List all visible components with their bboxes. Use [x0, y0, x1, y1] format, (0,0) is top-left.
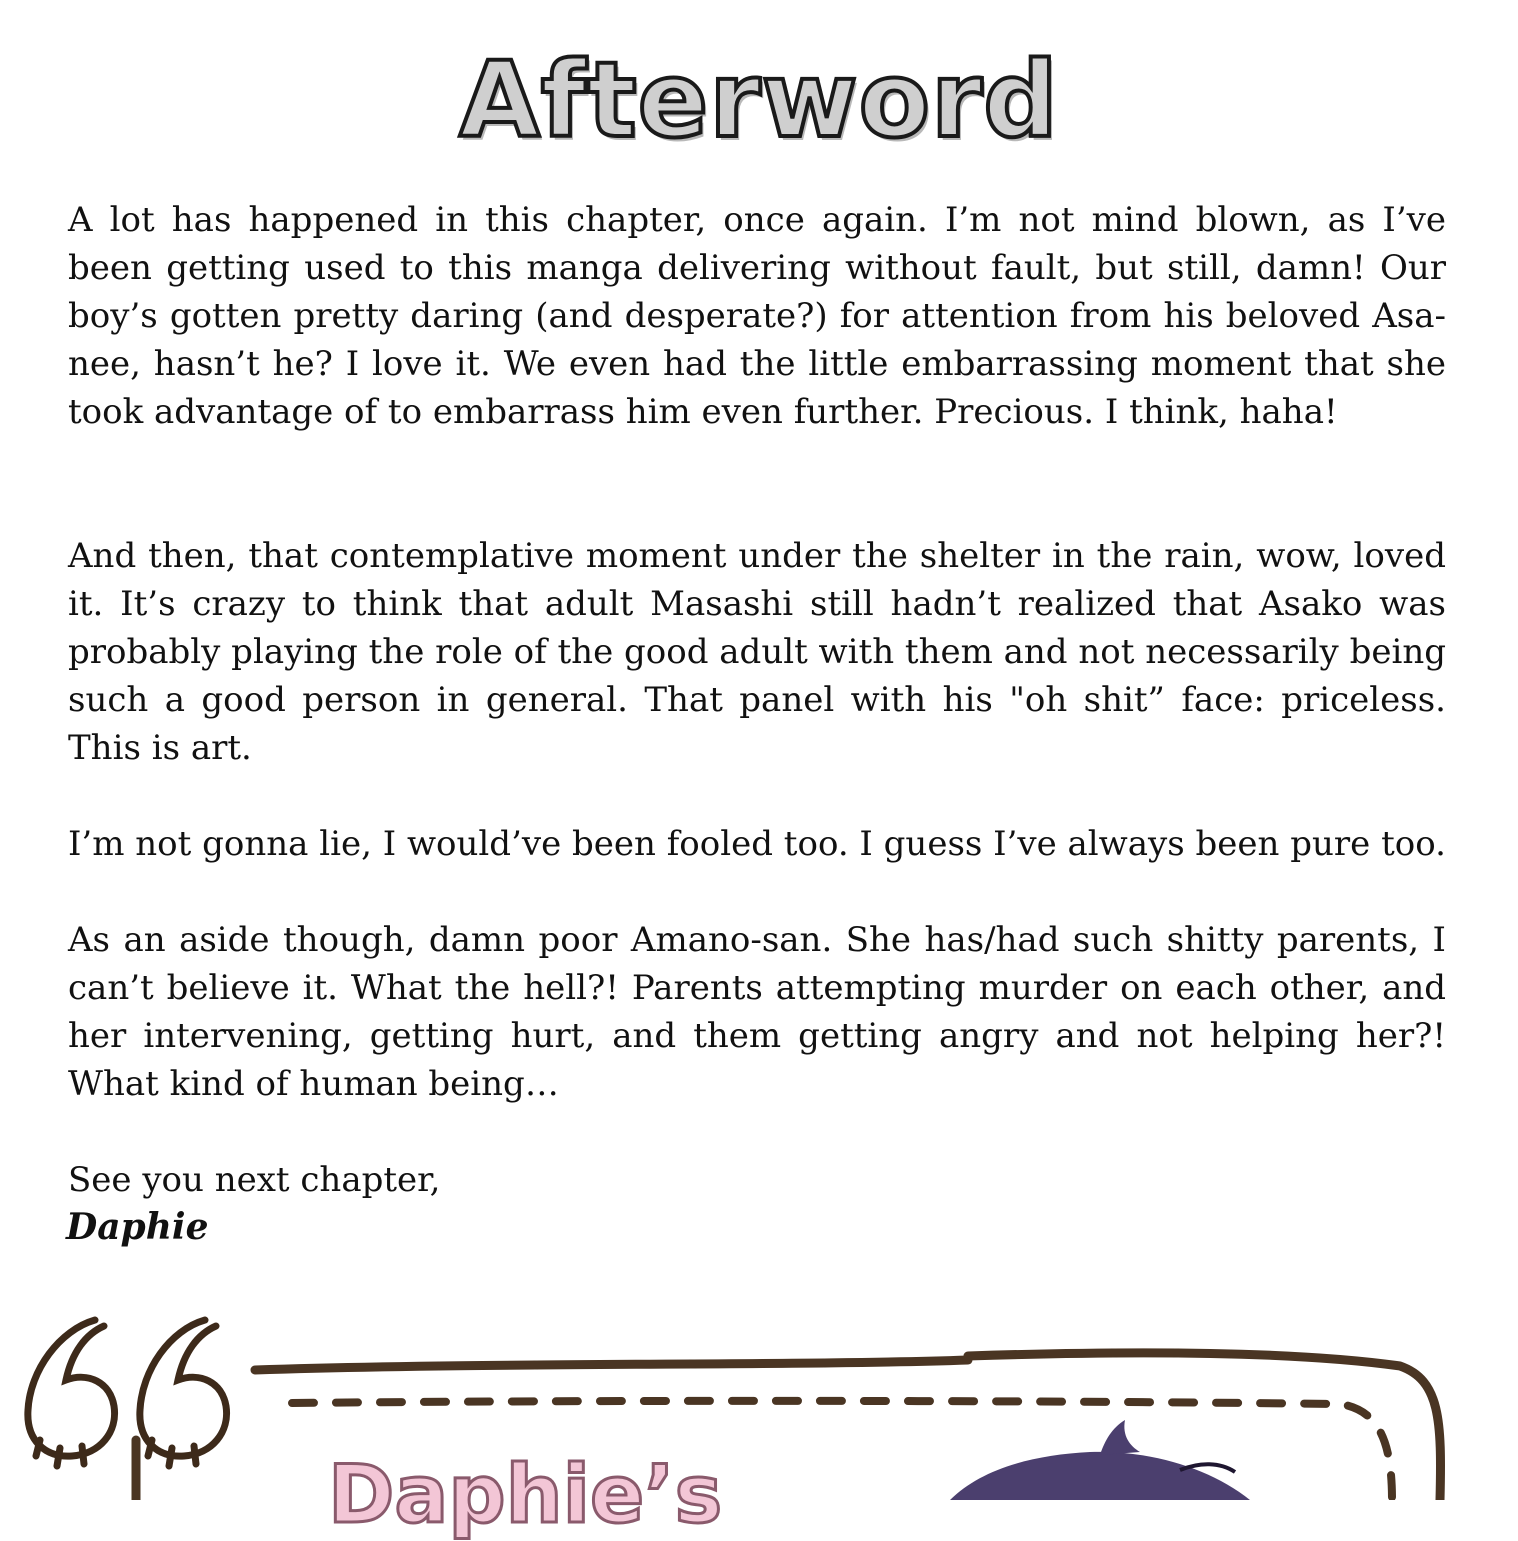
- paragraph-3: I’m not gonna lie, I would’ve been fooled too. I guess I’ve always been pure too.: [68, 824, 1446, 864]
- opening-quote-icon: [28, 1320, 227, 1466]
- signature: Daphie: [66, 1206, 209, 1248]
- paragraph-4: As an aside though, damn poor Amano-san. She has/had such shitty parents, I can’t believe it. What the hell?! Parents attempting murder on each other, and her intervening, getting hurt, and them getting angry and not helping her?! What kind of human being…: [68, 920, 1446, 1104]
- page-title: Afterword: [459, 39, 1059, 161]
- character-illustration: [950, 1420, 1250, 1500]
- closing-line: See you next chapter,: [68, 1160, 441, 1200]
- banner-title: Daphie’s: [328, 1448, 723, 1541]
- paragraph-2: And then, that contemplative moment under the shelter in the rain, wow, loved it. It’s crazy to think that adult Masashi still hadn’t realized that Asako was probably playing the role of the good adult with them and not necessarily being such a good person in general. That panel with his "oh shit” face: priceless. This is art.: [68, 536, 1446, 768]
- quote-frame-illustration: [0, 1290, 1518, 1500]
- paragraph-1: A lot has happened in this chapter, once again. I’m not mind blown, as I’ve been getting used to this manga delivering without fault, but still, damn! Our boy’s gotten pretty daring (and desperate?) for attention from his beloved Asa-nee, hasn’t he? I love it. We even had the little embarrassing moment that she took advantage of to embarrass him even further. Precious. I think, haha!: [68, 200, 1446, 432]
